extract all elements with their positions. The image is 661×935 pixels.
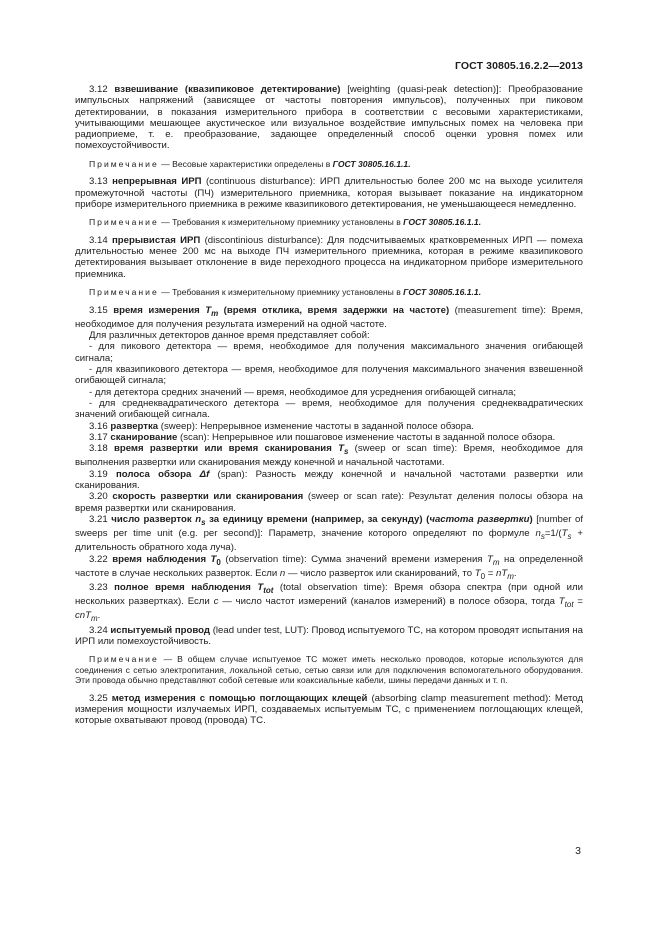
clause-term: непрерывная ИРП [112,176,202,188]
note-label: Примечание [89,287,159,298]
clause-text: (sweep): Непрерывное изменение частоты в заданной полосе обзора. [158,420,474,432]
clause-term: развертка [110,420,159,432]
clause-term: прерывистая ИРП [111,234,201,246]
clause-term: испытуемый провод [110,624,210,636]
clause-term: время измерения $T_m$ (время отклика, время задержки на частоте) [113,304,450,318]
clause-3-24 [75,625,583,648]
clause-3-25 [75,693,583,727]
note-text: — Весовые характеристики определены в [158,158,333,169]
clause-number: 3.19 [89,468,108,480]
clause-text: [weighting (quasi-peak detection)]: Преобразование импульсных напряжений (зависящее от частоты повторения импульсов), полученных при пиковом детектировании, в показания измерительного прибора в соответствии с весовыми характеристиками, учитывающими мешающее акустическое или визуальное воздействие импульсных помех на человека при радиоприеме, т. е. преобразование, задающее определенный способ оценки уровня помех или помехоустойчивости. [75,84,584,152]
clause-number: 3.14 [89,234,108,246]
note-text: — Требования к измерительному приемнику установлены в [158,287,404,298]
clause-3-23: 3.23 полное время наблюдения $T_{tot}$ (total observation time): Время обзора спектра (при одной или нескольких развертках). Если c — число частот измерений (каналов измерений) в полосе обзора, тогда $T_{tot} = cnT_m$. [75,581,583,624]
note-1 [75,159,583,170]
clause-text: (measurement time): Время, необходимое для получения результата измерений на одной частоте. [75,304,583,330]
clause-text: (scan): Непрерывное или пошаговое изменение частоты в заданной полосе обзора. [177,431,556,443]
clause-number: 3.22 [89,553,108,565]
clause-3-22: 3.22 время наблюдения $T_0$ (observation time): Сумма значений времени измерения $T_m$ на определенной частоте в случае нескольких разверток. Если n — число разверток или сканирований, то $T_0 = nT_m$. [75,553,584,581]
clause-term: метод измерения с помощью поглощающих клещей [111,692,368,704]
clause-number: 3.23 [89,581,108,593]
clause-3-15 [75,305,583,331]
clause-term: взвешивание (квазипиковое детектирование) [114,84,341,95]
clause-3-13 [75,176,583,210]
detector-item: - для детектора средних значений — время, необходимое для усреднения огибающей сигнала; [89,386,517,398]
clause-number: 3.15 [89,304,108,316]
document-header: ГОСТ 30805.16.2.2—2013 [455,60,583,72]
note-label: Примечание [89,217,159,228]
clause-3-21: 3.21 число разверток $n_s$ за единицу времени (например, за секунду) (частота развертки) [number of sweeps per time unit (e.g. per second)]: Параметр, значение которого определяют по формуле $n_s=1/(T_s$ + длительность обратного хода луча). [75,513,584,554]
note-reference: ГОСТ 30805.16.1.1. [332,158,411,169]
clause-number: 3.24 [89,624,108,636]
clause-3-17 [75,432,583,443]
clause-3-16 [75,421,583,432]
clause-text: (absorbing clamp measurement method): Метод измерения мощности излучаемых ИРП, создаваемых испытуемым ТС, с применением поглощающих клещей, которые охватывают провод (провода) ТС. [75,692,583,727]
clause-number: 3.12 [89,84,108,95]
note-label: Примечание [89,654,159,665]
clause-text: (lead under test, LUT): Провод испытуемого ТС, на котором проводят испытания на ИРП или помехоустойчивость. [75,624,583,647]
clause-text: (span): Разность между конечной и начальной частотами развертки или сканирования. [75,468,584,491]
clause-term: скорость развертки или сканирования [112,491,304,503]
clause-text: (continuous disturbance): ИРП длительностью более 200 мс на выходе усилителя промежуточной частоты (ПЧ) измерительного приемника, которая вызывает показание на индикаторном приборе измерительного приемника в режиме квазипикового детектирования, не уменьшающееся немедленно. [75,176,584,210]
clause-3-18 [75,443,583,469]
clause-term: полное время наблюдения $T_{tot}$ [114,581,274,595]
clause-number: 3.13 [89,176,108,188]
clause-term: полоса обзора Δf [115,468,210,480]
note-text: — Требования к измерительному приемнику установлены в [158,217,404,228]
clause-3-20 [75,491,583,514]
clause-3-19 [75,469,583,492]
detector-item: - для квазипикового детектора — время, необходимое для получения максимального значения взвешенной огибающей сигнала; [75,364,583,387]
clause-number: 3.17 [89,431,108,443]
note-3 [75,287,583,298]
note-4 [75,654,583,686]
page-number: 3 [575,845,581,857]
clause-term: сканирование [110,431,178,443]
clause-text: (sweep or scan time): Время, необходимое для выполнения развертки или сканирования между конечной и начальной частотами. [75,443,583,469]
clause-term: число разверток $n_s$ за единицу времени (например, за секунду) (частота развертки) [111,513,533,527]
clause-3-14 [75,235,583,280]
clause-3-15-intro: Для различных детекторов данное время представляет собой: [89,330,370,342]
document-body [75,84,583,727]
clause-term: время развертки или время сканирования $T_s$ [113,443,349,457]
clause-number: 3.25 [89,692,108,704]
clause-number: 3.16 [89,420,108,432]
clause-text: (discontinious disturbance): Для подсчитываемых кратковременных ИРП — помеха длительностью менее 200 мс на выходе ПЧ измерительного приемника, которая в режиме квазипикового детектирования вызывает отклонение в виде переходного процесса на индикаторном приборе измерительного приемника. [75,234,583,280]
note-2 [75,217,583,228]
clause-number: 3.21 [89,513,108,525]
note-text: — В общем случае испытуемое ТС может иметь несколько проводов, которые используются для соединения с сетью электропитания, локальной сетью, сетью связи или для подключения вспомогательного оборудования. Эти провода обычно представляют собой сетевые или коаксиальные кабели, шины передачи данных и т. п. [75,654,583,686]
note-reference: ГОСТ 30805.16.1.1. [403,217,482,228]
clause-text: [number of sweeps per time unit (e.g. per second)]: Параметр, значение которого определяют по формуле [75,513,584,539]
detector-item: - для пикового детектора — время, необходимое для получения максимального значения огибающей сигнала; [75,341,583,364]
clause-number: 3.20 [89,491,108,503]
clause-term: время наблюдения $T_0$ [112,553,221,567]
note-label: Примечание [89,158,159,169]
clause-number: 3.18 [89,443,108,455]
clause-3-12 [75,84,583,152]
clause-text: (sweep or scan rate): Результат деления полосы обзора на время развертки или сканирования. [75,491,583,514]
note-reference: ГОСТ 30805.16.1.1. [403,287,482,298]
detector-item: - для среднеквадратического детектора — время, необходимое для получения среднеквадратических значений огибающей сигнала. [75,397,583,421]
